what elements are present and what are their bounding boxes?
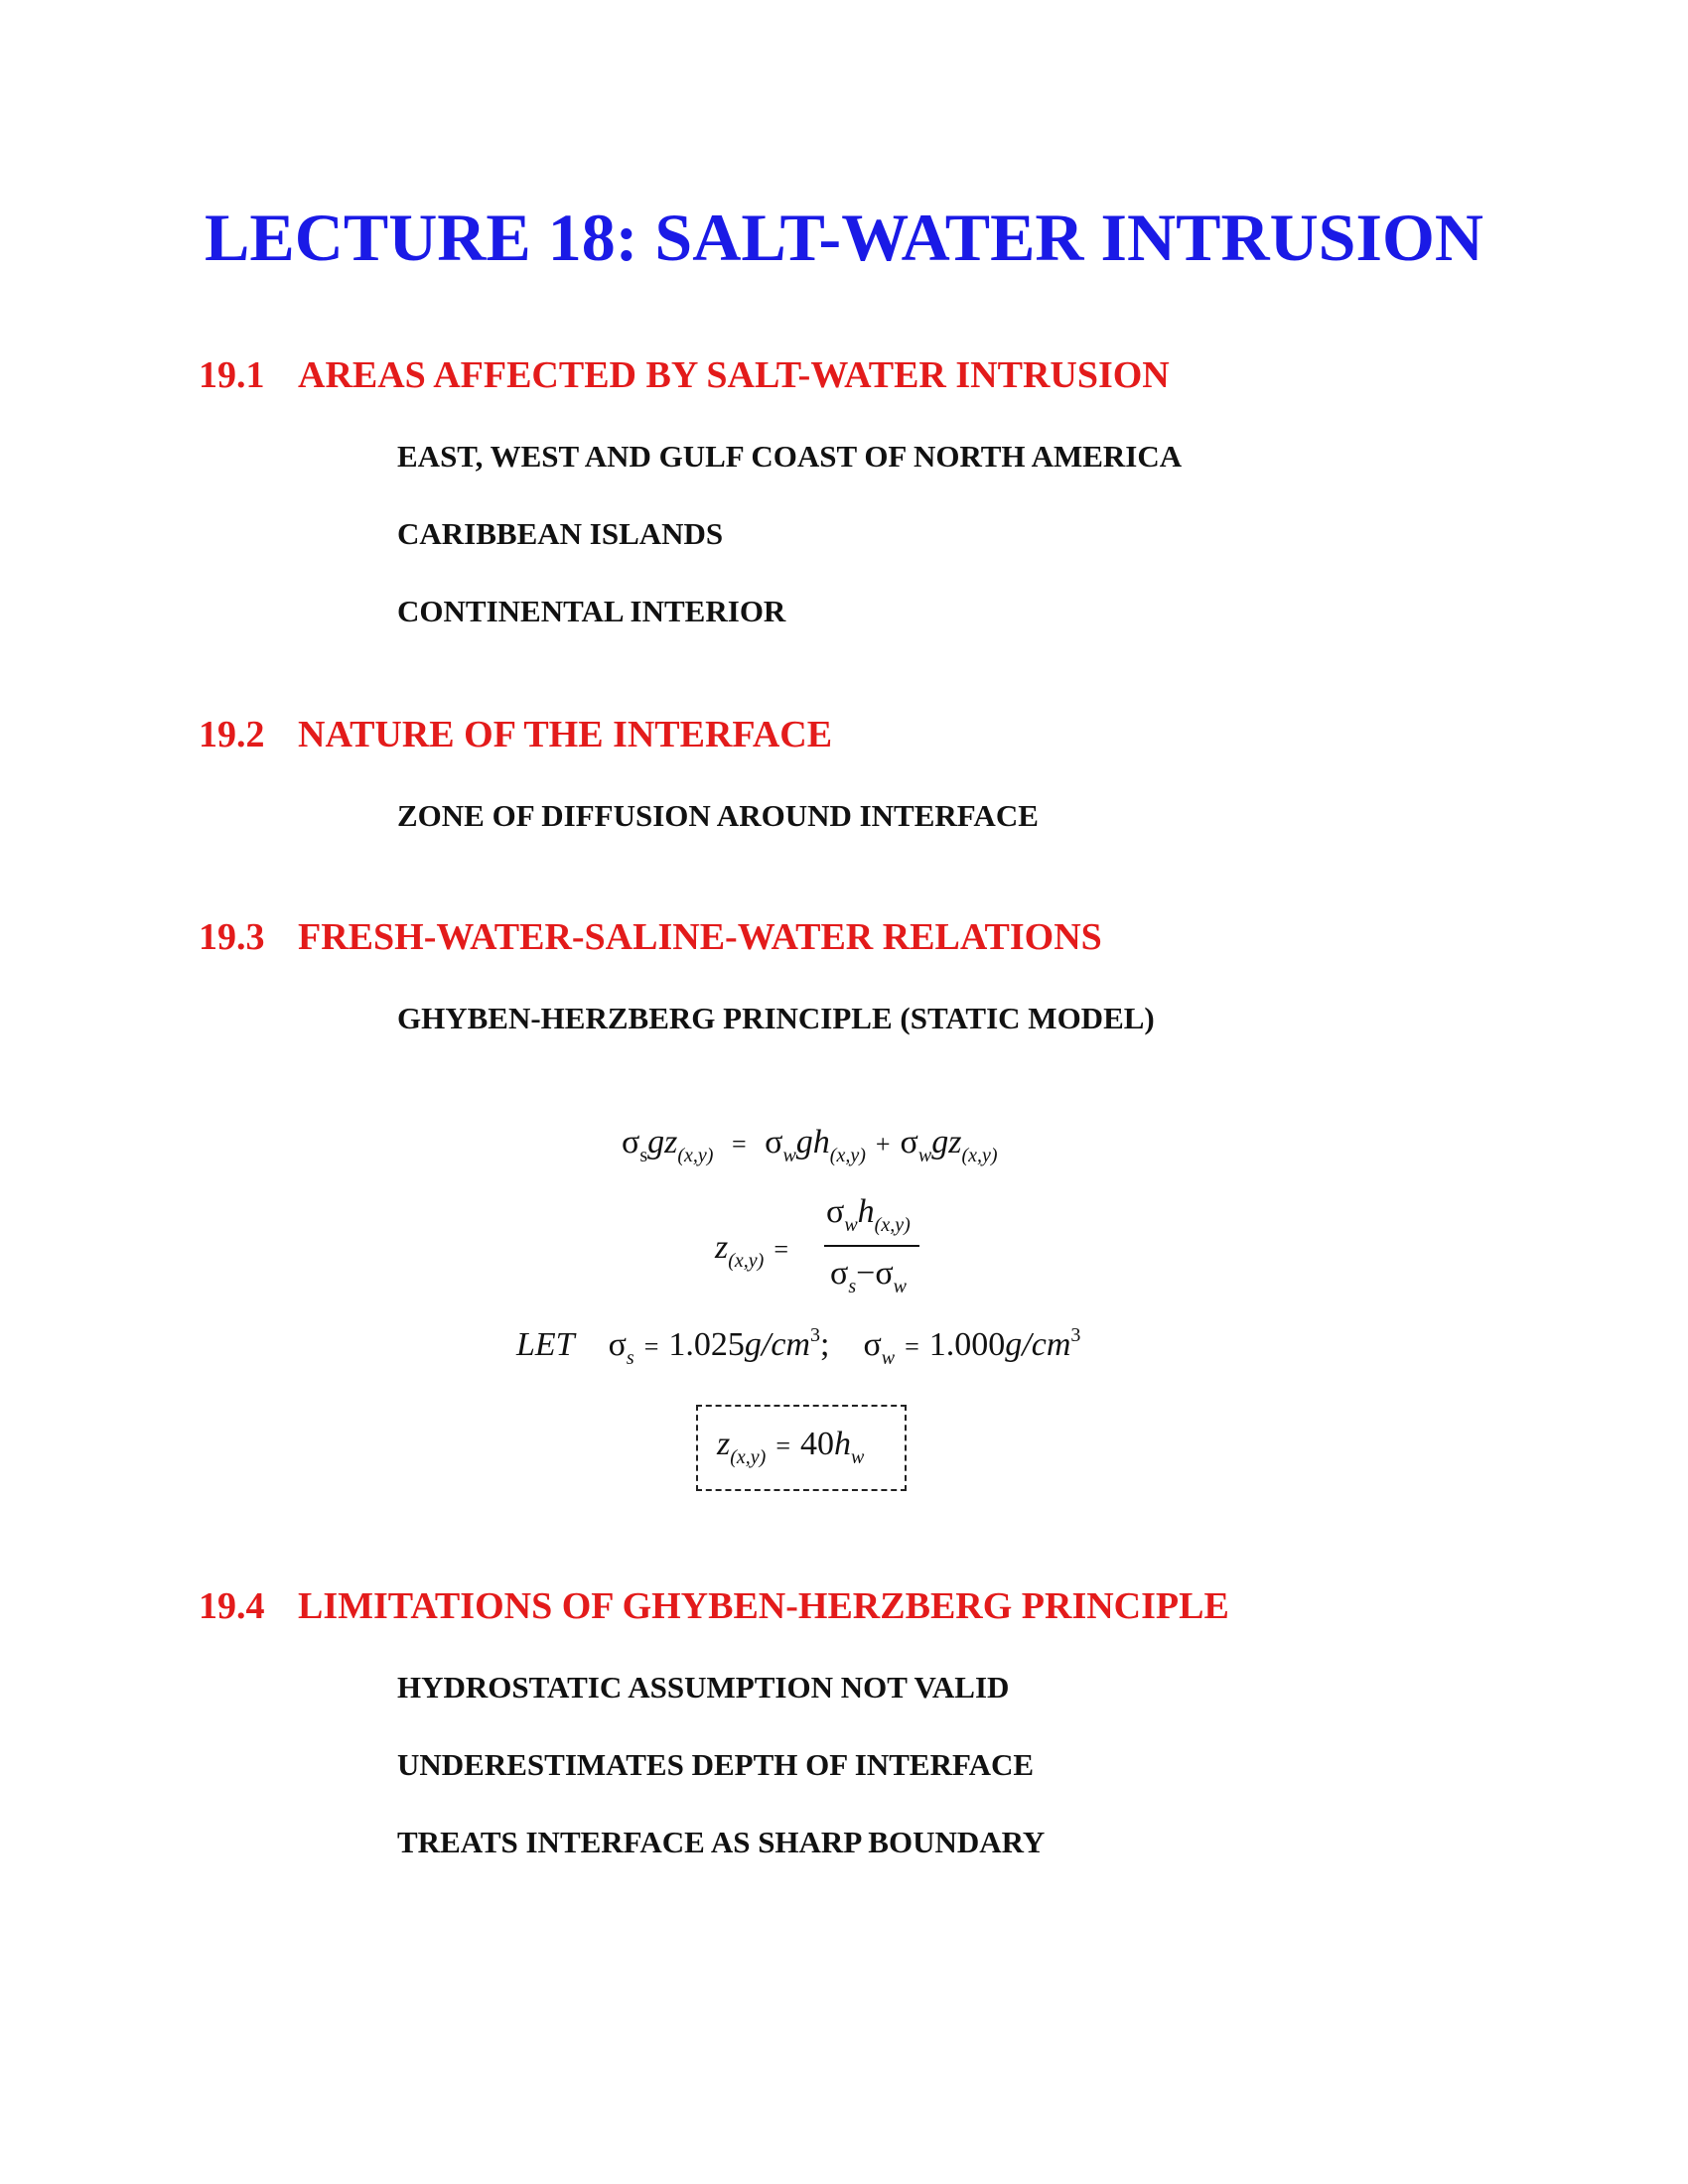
equation-result: $z_{(x,y)} = 40h_w$ — [717, 1426, 865, 1468]
list-item: CONTINENTAL INTERIOR — [397, 594, 786, 628]
section-title: FRESH-WATER-SALINE-WATER RELATIONS — [298, 916, 1102, 958]
list-item: GHYBEN-HERZBERG PRINCIPLE (STATIC MODEL) — [397, 1001, 1155, 1035]
page-title: LECTURE 18: SALT-WATER INTRUSION — [205, 200, 1483, 275]
section-heading-19-2 — [199, 713, 832, 756]
section-heading-19-3 — [199, 915, 1102, 959]
equation-depth-numerator: $\sigma_wh_{(x,y)}$ — [826, 1193, 911, 1236]
list-item: UNDERESTIMATES DEPTH OF INTERFACE — [397, 1747, 1035, 1782]
section-number: 19.3 — [199, 916, 265, 958]
section-heading-19-4 — [199, 1584, 1229, 1628]
section-title: AREAS AFFECTED BY SALT-WATER INTRUSION — [298, 354, 1170, 396]
section-number: 19.4 — [199, 1585, 265, 1627]
section-number: 19.2 — [199, 714, 265, 755]
equation-depth-denominator: $\sigma_s-\sigma_w$ — [830, 1255, 907, 1297]
section-number: 19.1 — [199, 354, 265, 396]
section-title: NATURE OF THE INTERFACE — [298, 714, 833, 755]
list-item: ZONE OF DIFFUSION AROUND INTERFACE — [397, 798, 1039, 833]
list-item: HYDROSTATIC ASSUMPTION NOT VALID — [397, 1670, 1010, 1705]
section-heading-19-1 — [199, 353, 1170, 397]
equation-hydrostatic-balance: $\sigma_sgz_{(x,y)} = \sigma_wgh_{(x,y)} + \sigma_wgz_{(x,y)}$ — [622, 1124, 998, 1166]
equation-density-values: LET $\sigma_s = 1.025g/cm^3$; $\sigma_w = 1.000g/cm^3$ — [516, 1324, 1081, 1369]
list-item: EAST, WEST AND GULF COAST OF NORTH AMERICA — [397, 439, 1183, 474]
equation-depth-lhs: $z_{(x,y)}$ = — [715, 1229, 788, 1272]
section-title: LIMITATIONS OF GHYBEN-HERZBERG PRINCIPLE — [298, 1585, 1229, 1627]
list-item: CARIBBEAN ISLANDS — [397, 516, 724, 551]
list-item: TREATS INTERFACE AS SHARP BOUNDARY — [397, 1825, 1046, 1859]
